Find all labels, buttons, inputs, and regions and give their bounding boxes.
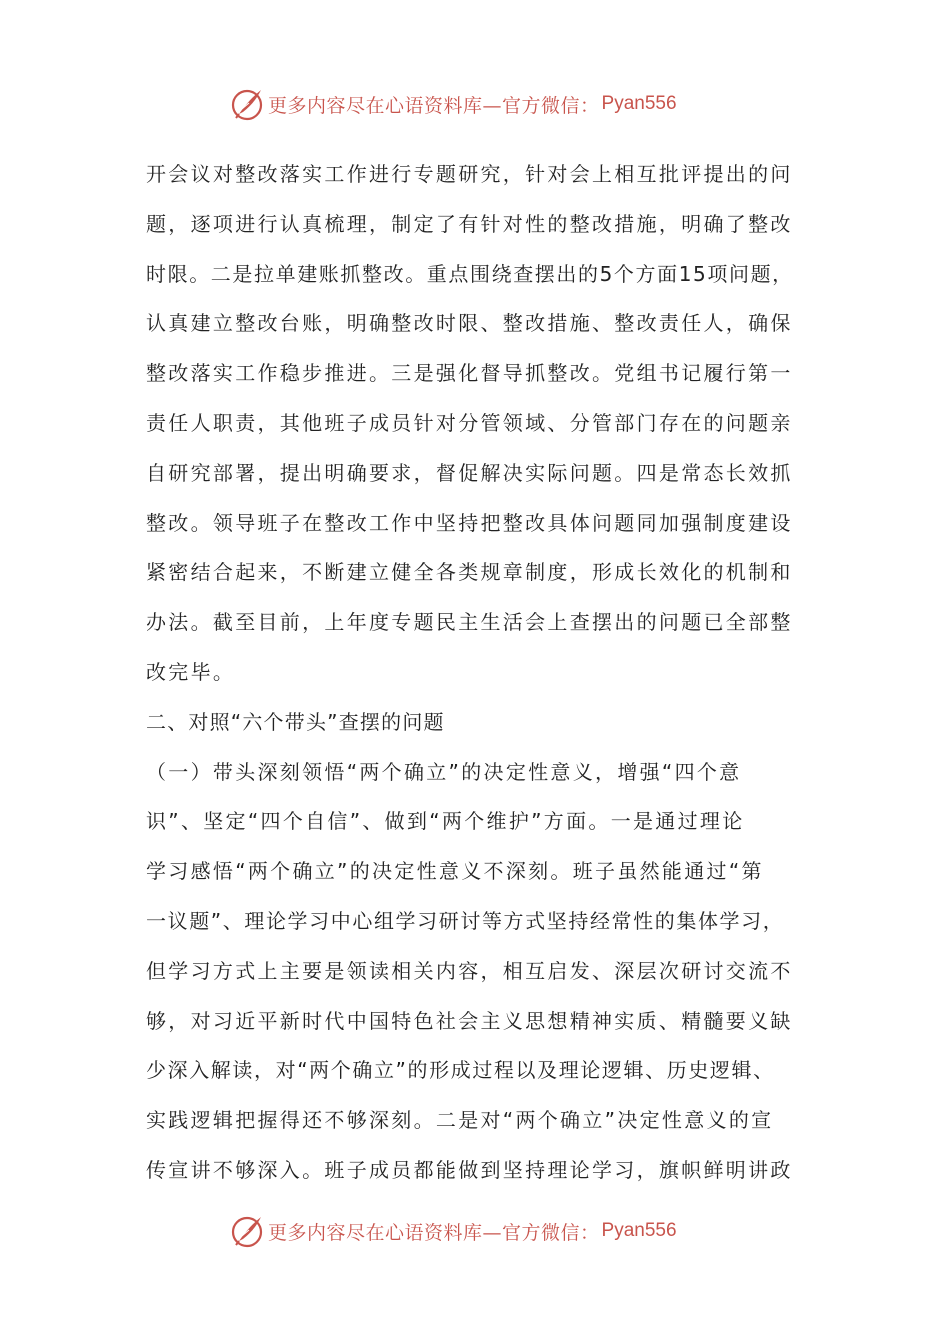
body-line: 识”、坚定“四个自信”、做到“两个维护”方面。一是通过理论 [146,809,745,834]
header-banner-wechat-id: Pyan556 [601,93,677,114]
body-line: （一）带头深刻领悟“两个确立”的决定性意义，增强“四个意 [146,759,742,784]
quill-logo-icon [230,1214,264,1248]
footer-banner [230,1211,730,1251]
body-line: 题，逐项进行认真梳理，制定了有针对性的整改措施，明确了整改 [146,211,793,236]
body-line: 紧密结合起来，不断建立健全各类规章制度，形成长效化的机制和 [146,560,793,585]
body-line: 开会议对整改落实工作进行专题研究，针对会上相互批评提出的问 [146,162,793,186]
section-heading: 二、对照“六个带头”查摆的问题 [146,709,445,734]
body-line: 整改。领导班子在整改工作中坚持把整改具体问题同加强制度建设 [146,510,793,535]
document-body [146,150,811,1196]
header-banner [230,84,730,124]
body-line: 改完毕。 [146,659,236,684]
body-line: 学习感悟“两个确立”的决定性意义不深刻。班子虽然能通过“第 [146,859,764,884]
body-line: 传宣讲不够深入。班子成员都能做到坚持理论学习，旗帜鲜明讲政 [146,1157,793,1182]
body-line: 一议题”、理论学习中心组学习研讨等方式坚持经常性的集体学习， [146,908,785,933]
footer-banner-text: 更多内容尽在心语资料库—官方微信： [268,1221,600,1244]
header-banner-text: 更多内容尽在心语资料库—官方微信： [268,94,600,117]
body-line: 整改落实工作稳步推进。三是强化督导抓整改。党组书记履行第一 [146,361,793,386]
body-line: 实践逻辑把握得还不够深刻。二是对“两个确立”决定性意义的宣 [146,1108,774,1133]
body-line: 少深入解读，对“两个确立”的形成过程以及理论逻辑、历史逻辑、 [146,1058,775,1083]
body-line: 时限。二是拉单建账抓整改。重点围绕查摆出的5个方面15项问题， [146,261,794,286]
body-line: 够，对习近平新时代中国特色社会主义思想精神实质、精髓要义缺 [146,1008,793,1033]
body-line: 认真建立整改台账，明确整改时限、整改措施、整改责任人，确保 [146,311,793,336]
quill-logo-icon [230,87,264,121]
body-line: 自研究部署，提出明确要求，督促解决实际问题。四是常态长效抓 [146,460,793,485]
body-line: 但学习方式上主要是领读相关内容，相互启发、深层次研讨交流不 [146,958,793,983]
body-line: 责任人职责，其他班子成员针对分管领域、分管部门存在的问题亲 [146,410,793,435]
footer-banner-wechat-id: Pyan556 [601,1220,677,1241]
body-line: 办法。截至目前，上年度专题民主生活会上查摆出的问题已全部整 [146,610,793,635]
